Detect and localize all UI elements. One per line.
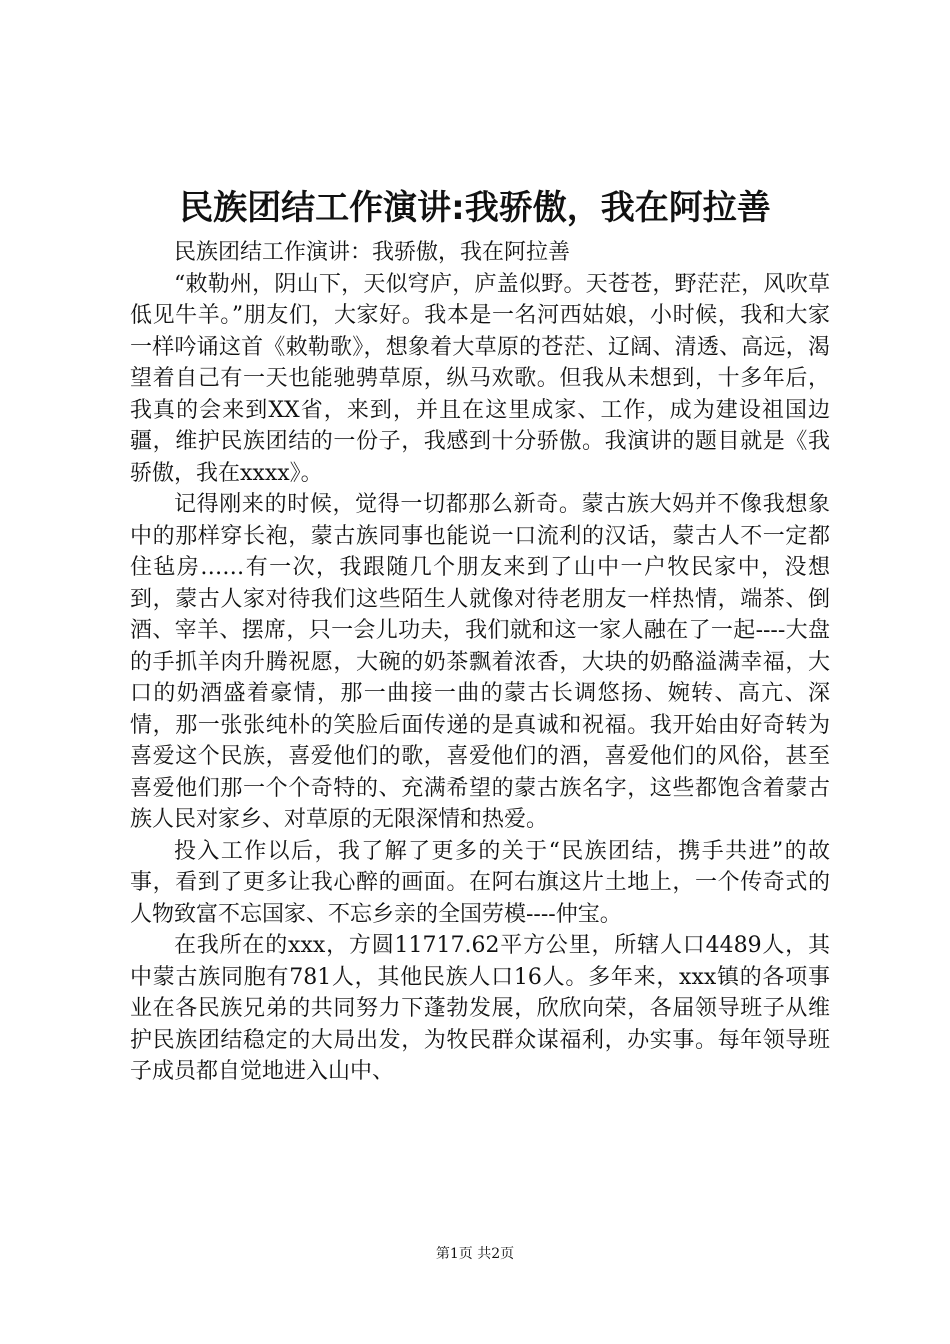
paragraph-work: 投入工作以后，我了解了更多的关于“民族团结，携手共进”的故事，看到了更多让我心醉的画面。在阿右旗这片土地上，一个传奇式的人物致富不忘国家、不忘乡亲的全国劳模----仲宝。	[130, 838, 830, 927]
paragraph-intro: “敕勒州，阴山下，天似穹庐，庐盖似野。天苍苍，野茫茫，风吹草低见牛羊。”朋友们，大家好。我本是一名河西姑娘，小时候，我和大家一样吟诵这首《敕勒歌》，想象着大草原的苍茫、辽阔、清透、高远，渴望着自己有一天也能驰骋草原，纵马欢歌。但我从未想到，十多年后，我真的会来到XX省，来到，并且在这里成家、工作，成为建设祖国边疆，维护民族团结的一份子，我感到十分骄傲。我演讲的题目就是《我骄傲，我在xxxx》。	[130, 271, 830, 486]
paragraph-town: 在我所在的xxx，方圆11717.62平方公里，所辖人口4489人，其中蒙古族同胞有781人，其他民族人口16人。多年来，xxx镇的各项事业在各民族兄弟的共同努力下蓬勃发展，欣欣向荣，各届领导班子从维护民族团结稳定的大局出发，为牧民群众谋福利，办实事。每年领导班子成员都自觉地进入山中、	[130, 933, 830, 1084]
document-body	[130, 237, 830, 1088]
paragraph-memory: 记得刚来的时候，觉得一切都那么新奇。蒙古族大妈并不像我想象中的那样穿长袍，蒙古族同事也能说一口流利的汉话，蒙古人不一定都住毡房……有一次，我跟随几个朋友来到了山中一户牧民家中，没想到，蒙古人家对待我们这些陌生人就像对待老朋友一样热情，端茶、倒酒、宰羊、摆席，只一会儿功夫，我们就和这一家人融在了一起----大盘的手抓羊肉升腾祝愿，大碗的奶茶飘着浓香，大块的奶酪溢满幸福，大口的奶酒盛着豪情，那一曲接一曲的蒙古长调悠扬、婉转、高亢、深情，那一张张纯朴的笑脸后面传递的是真诚和祝福。我开始由好奇转为喜爱这个民族，喜爱他们的歌，喜爱他们的酒，喜爱他们的风俗，甚至喜爱他们那一个个奇特的、充满希望的蒙古族名字，这些都饱含着蒙古族人民对家乡、对草原的无限深情和热爱。	[130, 492, 830, 832]
document-title: 民族团结工作演讲:我骄傲，我在阿拉善	[179, 188, 771, 228]
paragraph-subtitle: 民族团结工作演讲：我骄傲，我在阿拉善	[174, 240, 571, 265]
page-footer: 第1页 共2页	[435, 1246, 515, 1262]
